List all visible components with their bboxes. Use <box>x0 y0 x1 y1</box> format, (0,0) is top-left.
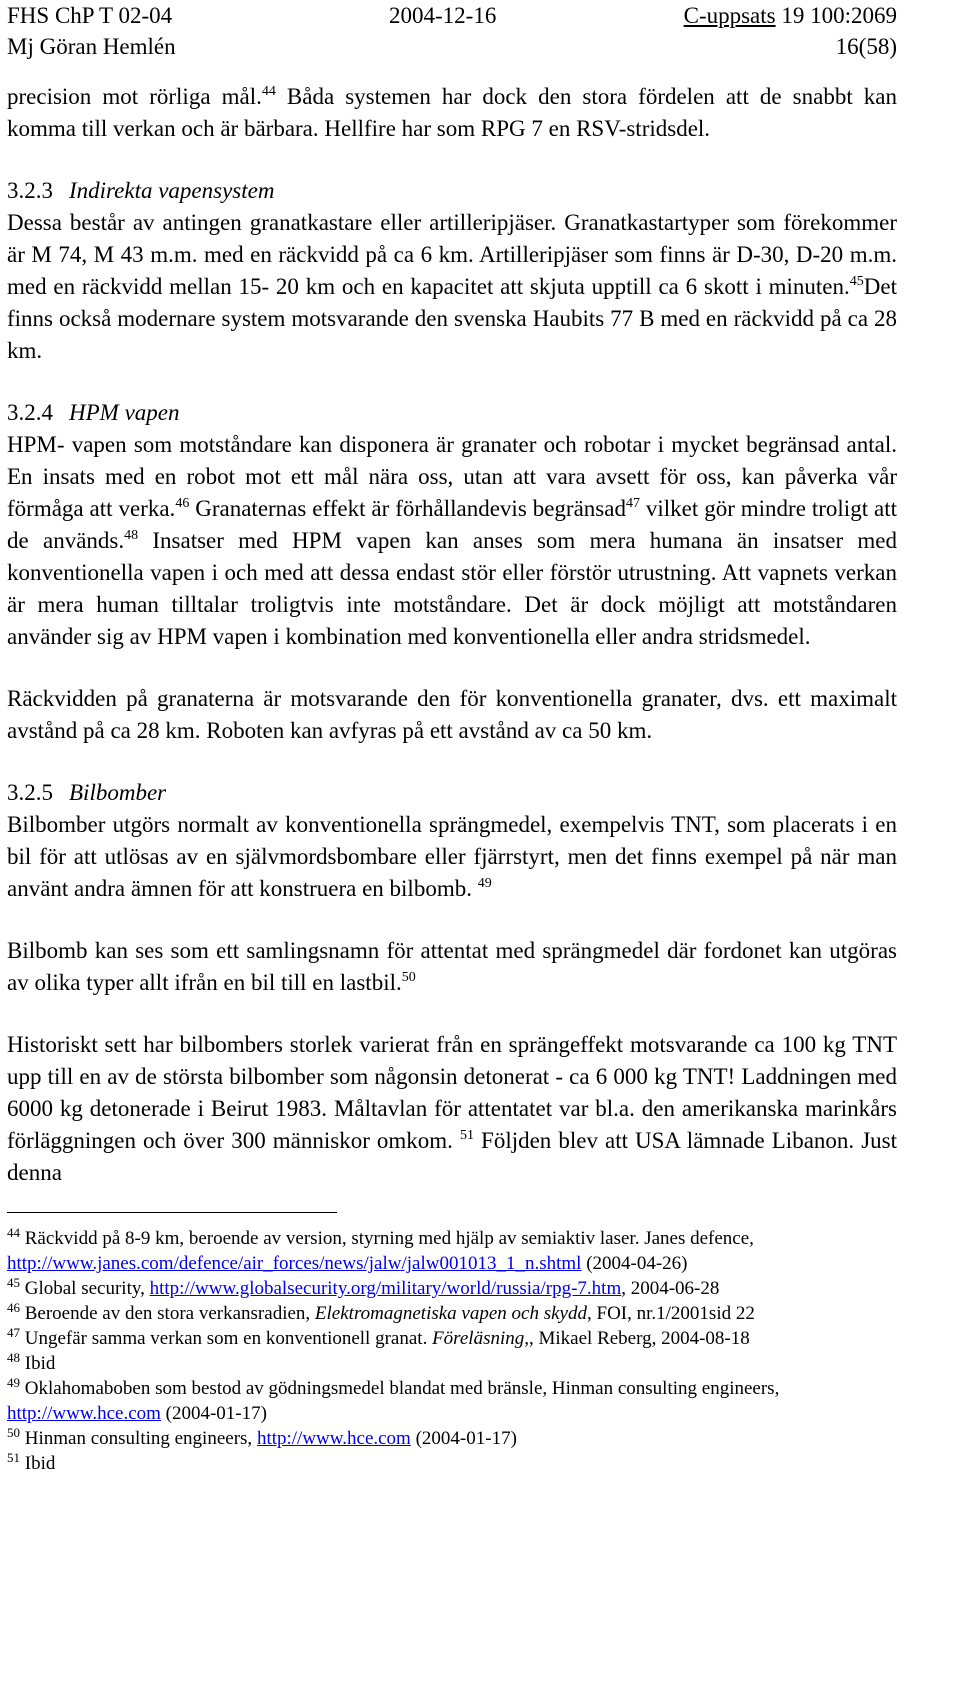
page-number: 16(58) <box>835 34 897 59</box>
uppsats-id <box>684 0 897 31</box>
uppsats-label: C-uppsats <box>683 3 776 28</box>
footnote-49: $^{49}$ Oklahomaboben som bestod av gödningsmedel blandat med bränsle, Hinman consulting engineers, <box>7 1375 780 1399</box>
footnote-divider <box>7 1212 337 1213</box>
footnote-link[interactable]: http://www.janes.com/defence/air_forces/news/jalw/jalw001013_1_n.shtml <box>7 1253 582 1274</box>
footnote-link[interactable]: http://www.globalsecurity.org/military/world/russia/rpg-7.htm <box>149 1278 622 1299</box>
footnote-ref: 49 <box>477 876 492 891</box>
body-text <box>7 81 897 1189</box>
footnote-ref: 51 <box>459 1128 474 1143</box>
footnote-ref: 50 <box>401 970 416 985</box>
footnote-46: $^{46}$ Beroende av den stora verkansradien, Elektromagnetiska vapen och skydd, FOI, nr.1/2001sid 22 <box>7 1300 755 1324</box>
footnote-link[interactable]: http://www.hce.com <box>256 1428 411 1449</box>
footnotes <box>7 1226 897 1476</box>
section-heading-3-2-3: 3.2.3 Indirekta vapensystem <box>7 178 275 203</box>
paragraph: precision mot rörliga mål.$^{44}$ Båda systemen har dock den stora fördelen att de snabbt kan komma till verkan och är bärbara. Hellfire har som RPG 7 en RSV-stridsdel. <box>7 84 897 141</box>
doc-code: FHS ChP T 02-04 <box>7 3 173 28</box>
footnote-51: $^{51}$ Ibid <box>7 1450 56 1474</box>
footnote-link[interactable]: http://www.hce.com <box>7 1403 161 1424</box>
uppsats-number: 19 100:2069 <box>781 3 897 28</box>
footnote-ref: 48 <box>124 528 139 543</box>
footnote-49-cont: http://www.hce.com (2004-01-17) <box>7 1403 267 1424</box>
document-page <box>7 0 897 1476</box>
paragraph: Dessa består av antingen granatkastare eller artilleripjäser. Granatkastartyper som förekommer är M 74, M 43 m.m. med en räckvidd på ca 6 km. Artilleripjäser som finns är D-30, D-20 m.m. med en räckvidd mellan 15- 20 km och en kapacitet att skjuta upptill ca 6 skott i minuten.$^{45}$Det finns också modernare system motsvarande den svenska Haubits 77 B med en räckvidd på ca 28 km. <box>7 210 897 363</box>
header-row-2 <box>7 31 897 62</box>
section-heading-3-2-5: 3.2.5 Bilbomber <box>7 780 167 805</box>
section-heading-3-2-4: 3.2.4 HPM vapen <box>7 400 180 425</box>
footnote-44: $^{44}$ Räckvidd på 8-9 km, beroende av version, styrning med hjälp av semiaktiv laser. Janes defence, <box>7 1225 754 1249</box>
paragraph: Bilbomb kan ses som ett samlingsnamn för attentat med sprängmedel där fordonet kan utgöras av olika typer allt ifrån en bil till en lastbil.$^{50}$ <box>7 938 897 995</box>
paragraph: Bilbomber utgörs normalt av konventionella sprängmedel, exempelvis TNT, som placerats i en bil för att utlösas av en självmordsbombare eller fjärrstyrt, men det finns exempel på när man använt andra ämnen för att konstruera en bilbomb. $^{49}$ <box>7 812 897 901</box>
footnote-ref: 45 <box>849 274 864 289</box>
footnote-48: $^{48}$ Ibid <box>7 1350 56 1374</box>
footnote-45: $^{45}$ Global security, http://www.globalsecurity.org/military/world/russia/rpg-7.htm, 2004-06-28 <box>7 1275 720 1299</box>
footnote-50: $^{50}$ Hinman consulting engineers, http://www.hce.com (2004-01-17) <box>7 1425 517 1449</box>
paragraph: HPM- vapen som motståndare kan disponera är granater och robotar i mycket begränsad antal. En insats med en robot mot ett mål nära oss, utan att vara avsett för oss, kan påverka vår förmåga att verka.$^{46}$ Granaternas effekt är förhållandevis begränsad$^{47}$ vilket gör mindre troligt att de används.$^{48}$ Insatser med HPM vapen kan anses som mera humana än insatser med konventionella vapen i och med att dessa endast stör eller förstör utrustning. Att vapnets verkan är mera human tilltalar troligtvis inte motståndare. Det är dock möjligt att motståndaren använder sig av HPM vapen i kombination med konventionella eller andra stridsmedel. <box>7 432 897 649</box>
footnote-ref: 44 <box>261 84 276 99</box>
footnote-44-cont: http://www.janes.com/defence/air_forces/news/jalw/jalw001013_1_n.shtml (2004-04-26) <box>7 1253 688 1274</box>
header-row-1 <box>7 0 897 31</box>
doc-date: 2004-12-16 <box>389 3 497 28</box>
footnote-ref: 47 <box>625 496 640 511</box>
paragraph: Historiskt sett har bilbombers storlek varierat från en sprängeffekt motsvarande ca 100 kg TNT upp till en av de största bilbomber som någonsin detonerat - ca 6 000 kg TNT! Laddningen med 6000 kg detonerade i Beirut 1983. Måltavlan för attentatet var bl.a. den amerikanska marinkårs förläggningen och över 300 människor omkom. $^{51}$ Följden blev att USA lämnade Libanon. Just denna <box>7 1032 897 1185</box>
paragraph: Räckvidden på granaterna är motsvarande den för konventionella granater, dvs. ett maximalt avstånd på ca 28 km. Roboten kan avfyras på ett avstånd av ca 50 km. <box>7 686 897 743</box>
footnote-47: $^{47}$ Ungefär samma verkan som en konventionell granat. Föreläsning,, Mikael Reberg, 2004-08-18 <box>7 1325 750 1349</box>
footnote-ref: 46 <box>175 496 190 511</box>
author: Mj Göran Hemlén <box>7 34 176 59</box>
